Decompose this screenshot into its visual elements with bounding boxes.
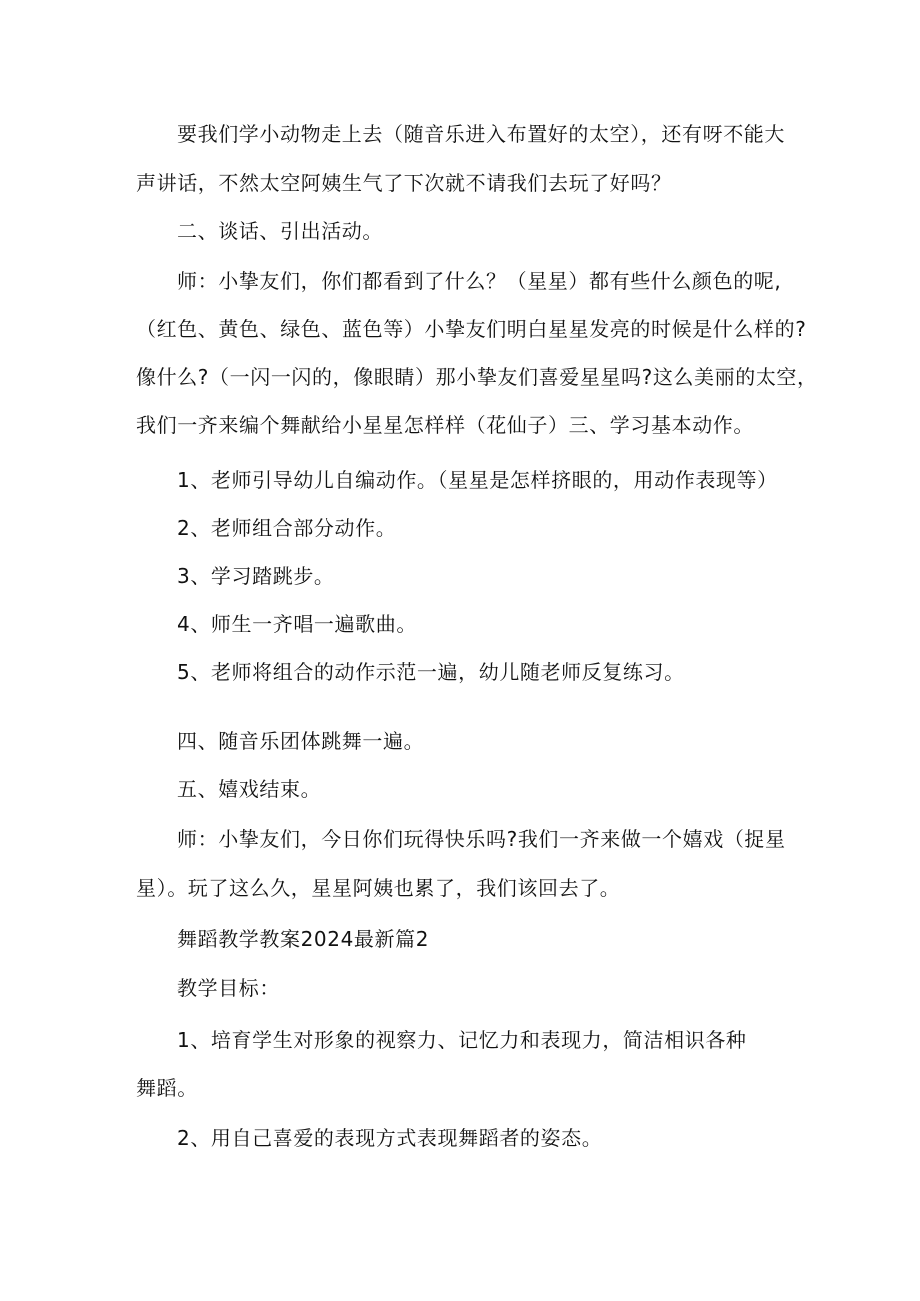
text-line: 师：小挚友们，你们都看到了什么？（星星）都有些什么颜色的呢, [177,269,782,293]
text-line: 星）。玩了这么久，星星阿姨也累了，我们该回去了。 [136,876,621,900]
section-title: 舞蹈教学教案2024最新篇2 [177,927,430,951]
list-item: 1、培育学生对形象的视察力、记忆力和表现力，简洁相识各种 [177,1028,747,1052]
section-heading: 四、随音乐团体跳舞一遍。 [177,729,425,753]
text-line: 舞蹈。 [136,1076,198,1100]
list-item: 4、师生一齐唱一遍歌曲。 [177,612,417,636]
text-line: 师：小挚友们，今日你们玩得快乐吗?我们一齐来做一个嬉戏（捉星 [177,827,786,851]
list-item: 1、老师引导幼儿自编动作。（星星是怎样挤眼的，用动作表现等） [177,468,778,492]
list-item: 2、老师组合部分动作。 [177,516,397,540]
text-line: 我们一齐来编个舞献给小星星怎样样（花仙子）三、学习基本动作。 [136,413,754,437]
list-item: 5、老师将组合的动作示范一遍，幼儿随老师反复练习。 [177,660,685,684]
list-item: 3、学习踏跳步。 [177,564,335,588]
text-line: （红色、黄色、绿色、蓝色等）小挚友们明白星星发亮的时候是什么样的? [136,317,807,341]
text-line: 像什么?（一闪一闪的，像眼睛）那小挚友们喜爱星星吗?这么美丽的太空， [136,365,818,389]
list-item: 2、用自己喜爱的表现方式表现舞蹈者的姿态。 [177,1126,603,1150]
text-line: 声讲话，不然太空阿姨生气了下次就不请我们去玩了好吗？ [136,171,672,195]
section-heading: 教学目标： [177,976,280,1000]
section-heading: 五、嬉戏结束。 [177,777,322,801]
section-heading: 二、谈话、引出活动。 [177,219,383,243]
text-line: 要我们学小动物走上去（随音乐进入布置好的太空），还有呀不能大 [177,122,785,146]
